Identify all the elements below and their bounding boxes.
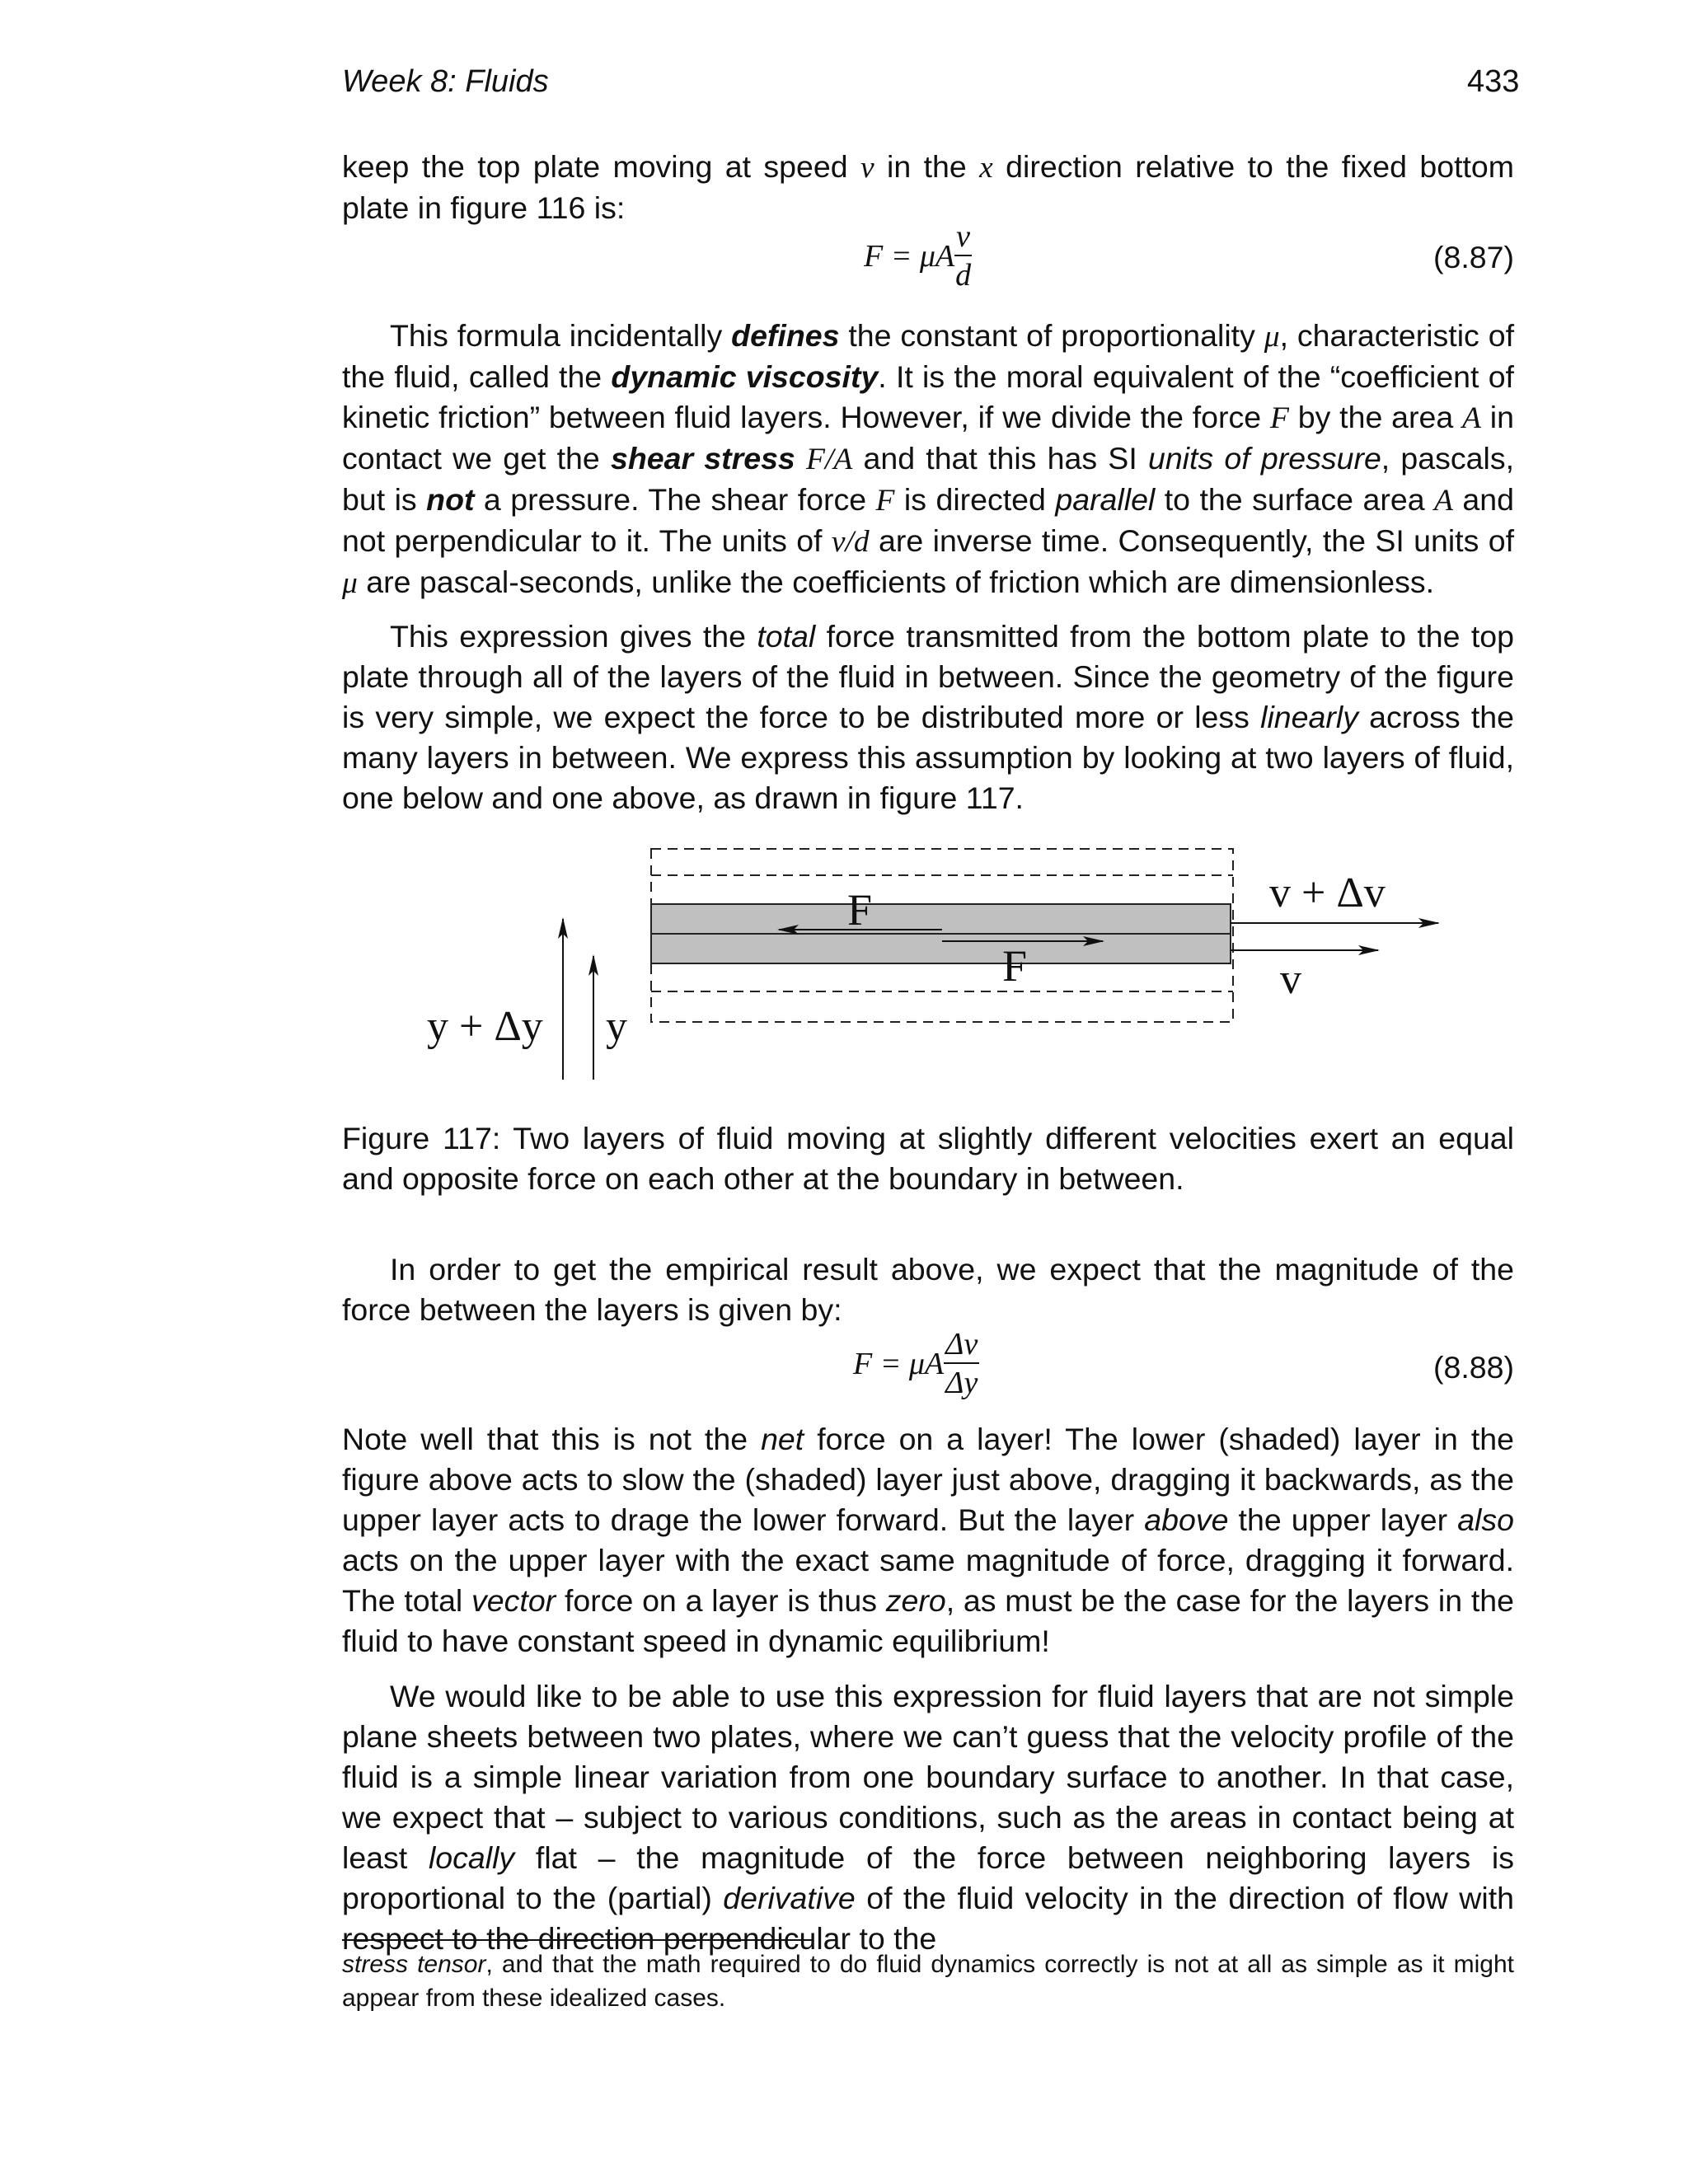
equation-number: (8.88) bbox=[1433, 1350, 1514, 1385]
equation-lhs: F = μA bbox=[864, 238, 955, 274]
fraction bbox=[944, 1329, 979, 1399]
figure-caption: Figure 117: Two layers of fluid moving at slightly different velocities exert an equal and opposite force on each other at the boundary in between. bbox=[342, 1121, 1514, 1196]
y-label: y bbox=[606, 1003, 627, 1050]
paragraph-layers: This expression gives the total force transmitted from the bottom plate to the top plate through all of the layers of the fluid in between. Since the geometry of the figure is very simple, we expect the force to be distributed more or less linearly across the many layers in between. We express this assumption by looking at two layers of fluid, one below and one above, as drawn in figure 117. bbox=[342, 619, 1514, 815]
force-label-top: F bbox=[847, 885, 873, 935]
fraction-numerator: v bbox=[954, 221, 972, 256]
y-plus-dy-label: y + Δy bbox=[427, 1003, 543, 1050]
page-number: 433 bbox=[1467, 64, 1520, 99]
paragraph-net-force: Note well that this is not the net force on a layer! The lower (shaded) layer in the figure above acts to slow the (shaded) layer just above, dragging it backwards, as the upper layer acts to drage the lower forward. But the layer above the upper layer also acts on the upper layer with the exact same magnitude of force, dragging it forward. The total vector force on a layer is thus zero, as must be the case for the layers in the fluid to have constant speed in dynamic equilibrium! bbox=[342, 1422, 1514, 1658]
running-header-title: Week 8: Fluids bbox=[342, 64, 549, 99]
term-defines: defines bbox=[731, 318, 840, 353]
term-dynamic-viscosity: dynamic viscosity bbox=[611, 359, 879, 394]
paragraph-empirical: In order to get the empirical result above, we expect that the magnitude of the force between the layers is given by: bbox=[342, 1252, 1514, 1327]
paragraph-viscosity: This formula incidentally defines the constant of proportionality μ, characteristic of the fluid, called the dynamic viscosity. It is the moral equivalent of the “coefficient of kinetic friction” between fluid layers. However, if we divide the force F by the area A in contact we get the shear stress F/A and that this has SI units of pressure, pascals, but is not a pressure. The shear force F is directed parallel to the surface area A and not perpendicular to it. The units of v/d are inverse time. Consequently, the SI units of μ are pascal-seconds, unlike the coefficients of friction which are dimensionless. bbox=[342, 318, 1515, 600]
term-shear-stress: shear stress bbox=[611, 441, 795, 476]
fraction-denominator: d bbox=[955, 258, 972, 293]
equation-8-88 bbox=[342, 1329, 1514, 1403]
math-v: v bbox=[860, 151, 874, 185]
velocity-label-lower: v bbox=[1280, 956, 1301, 1003]
text: in the bbox=[874, 149, 980, 184]
paragraph-general-layers: We would like to be able to use this expression for fluid layers that are not simple plane sheets between two plates, where we can’t guess that the velocity profile of the fluid is a simple linear variation from one boundary surface to another. In that case, we expect that – subject to various conditions, such as the areas in contact being at least locally flat – the magnitude of the force between neighboring layers is proportional to the (partial) derivative of the fluid velocity in the direction of flow with respect to the direction perpendicular to the bbox=[342, 1679, 1514, 1956]
footnote-rule bbox=[342, 1939, 814, 1941]
fraction-denominator: Δy bbox=[945, 1366, 978, 1400]
footnote: stress tensor, and that the math required to do fluid dynamics correctly is not at all as simple as it might appear from these idealized cases. bbox=[342, 1951, 1514, 2012]
math-x: x bbox=[979, 151, 993, 185]
text: keep the top plate moving at speed bbox=[342, 149, 860, 184]
equation-lhs: F = μA bbox=[853, 1346, 945, 1381]
force-label-bottom: F bbox=[1002, 941, 1028, 991]
velocity-label-upper: v + Δv bbox=[1269, 869, 1386, 916]
equation-number: (8.87) bbox=[1433, 240, 1514, 274]
term-stress-tensor: stress tensor bbox=[342, 1951, 486, 1978]
text: direction relative to the fixed bottom plate in figure 116 is: bbox=[342, 149, 1515, 225]
fraction-numerator: Δv bbox=[944, 1329, 979, 1364]
